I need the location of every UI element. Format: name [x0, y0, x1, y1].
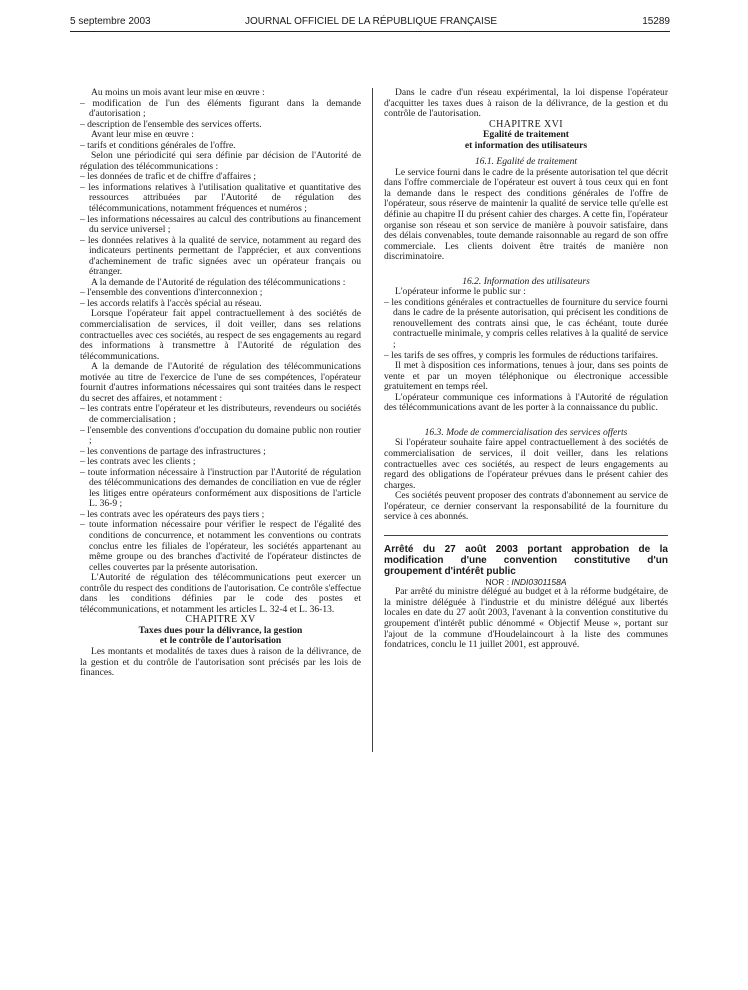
paragraph: Ces sociétés peuvent proposer des contrats d'abonnement au service de l'opérateur, ce dernier conservant la responsabilité de la fourniture du service à ces abonnés. [384, 490, 668, 523]
nor-value: INDI0301158A [511, 576, 567, 587]
chapter-title-line: Taxes dues pour la délivrance, la gestion [138, 624, 303, 636]
list-item: – toute information nécessaire à l'instruction par l'Autorité de régulation des télécommunications des demandes de conciliation en vue de régler les litiges entre opérateurs conformément aux dispositions de l'article L. 36-9 ; [80, 466, 361, 510]
arrete-title: Arrêté du 27 août 2003 portant approbation de la modification d'une convention constitutive d'un groupement d'intérêt public [384, 543, 668, 577]
list-item: – les données de trafic et de chiffre d'affaires ; [80, 171, 257, 183]
chapter-title-line: et le contrôle de l'autorisation [159, 635, 282, 647]
paragraph: L'Autorité de régulation des télécommunications peut exercer un contrôle du respect des conditions de l'autorisation. Ce contrôle s'effectue dans les conditions définies par le code des postes et télécommunications, et notamment les articles L. 32-4 et L. 36-13. [80, 572, 361, 615]
section-heading: 16.2. Information des utilisateurs [462, 275, 590, 287]
paragraph: Lorsque l'opérateur fait appel contractuellement à des sociétés de commercialisation de services, il doit veiller, dans ses relations contractuelles avec ces sociétés, au respect de ses engagements au regard des informations à transmettre à l'Autorité de régulation des télécommunications. [80, 308, 361, 362]
list-item: – l'ensemble des conventions d'occupation du domaine public non routier ; [80, 424, 361, 447]
paragraph: Il met à disposition ces informations, tenues à jour, dans ses points de vente et par un moyen téléphonique ou électronique accessible gratuitement en temps réel. [384, 360, 668, 393]
list-item: – tarifs et conditions générales de l'offre. [80, 139, 236, 151]
chapter-title-line: et information des utilisateurs [464, 139, 588, 151]
paragraph: Selon une périodicité qui sera définie par décision de l'Autorité de régulation des télécommunications : [80, 150, 361, 172]
section-separator [384, 535, 668, 536]
paragraph: L'opérateur informe le public sur : [395, 286, 526, 298]
header-journal-title: JOURNAL OFFICIEL DE LA RÉPUBLIQUE FRANÇAISE [245, 16, 498, 27]
list-item: – toute information nécessaire pour vérifier le respect de l'égalité des conditions de concurrence, et notamment les conventions ou contrats conclus entre les filiales de l'opérateur, les sociétés appartenant au même groupe ou des branches d'activité de l'opérateur distinctes de celles couvertes par la présente autorisation. [80, 519, 361, 573]
list-item: – les contrats avec les clients ; [80, 456, 196, 468]
list-item: – les conventions de partage des infrastructures ; [80, 445, 266, 457]
page-header [70, 16, 670, 30]
list-item: – les données relatives à la qualité de service, notamment au regard des indicateurs pertinents permettant de l'apprécier, et aux conventions d'acheminement de trafic signées avec un opérateur français ou étranger. [80, 234, 361, 278]
chapter-heading: CHAPITRE XVI [489, 118, 563, 130]
paragraph: Les montants et modalités de taxes dues à raison de la délivrance, de la gestion et du contrôle de l'autorisation sont précisés par les lois de finances. [80, 645, 361, 679]
paragraph: A la demande de l'Autorité de régulation des télécommunications motivée au titre de l'exercice de l'une de ses compétences, l'opérateur fournit d'autres informations nécessaires qui sont traitées dans le respect du secret des affaires, et notamment : [80, 361, 361, 404]
header-page-number: 15289 [642, 16, 670, 27]
list-item: – les contrats entre l'opérateur et les distributeurs, revendeurs ou sociétés de commercialisation ; [80, 403, 361, 425]
list-item: – modification de l'un des éléments figurant dans la demande d'autorisation ; [80, 97, 361, 120]
list-item: – les conditions générales et contractuelles de fourniture du service fourni dans le cadre de la présente autorisation, qui précisent les conditions de renouvellement des contrats ainsi que, le cas échéant, toute durée contractuelle minimale, y compris celles relatives à la qualité de service ; [384, 296, 668, 351]
list-item: – les informations nécessaires au calcul des contributions au financement du service universel ; [80, 213, 361, 236]
header-date: 5 septembre 2003 [70, 16, 151, 27]
chapter-heading: CHAPITRE XV [185, 614, 256, 626]
paragraph: Le service fourni dans le cadre de la présente autorisation tel que décrit dans l'offre commerciale de l'opérateur est ouvert à tous ceux qui en font la demande dans le respect des conditions générales de l'offre de l'opérateur, sous réserve de maintenir la qualité de service telle qu'elle est définie au chapitre II du présent cahier des charges. A cette fin, l'opérateur organise son réseau et son service de manière à pouvoir satisfaire, dans des délais convenables, toute demande raisonnable au regard de son offre commerciale. Les clients doivent être traités de manière non discriminatoire. [384, 166, 668, 263]
paragraph: Dans le cadre d'un réseau expérimental, la loi dispense l'opérateur d'acquitter les taxes dues à raison de la délivrance, de la gestion et du contrôle de l'autorisation. [384, 87, 668, 120]
paragraph: L'opérateur communique ces informations à l'Autorité de régulation des télécommunications avant de les porter à la connaissance du public. [384, 391, 668, 414]
list-item: – les tarifs de ses offres, y compris les formules de réductions tarifaires. [384, 349, 658, 361]
left-column [80, 88, 361, 679]
header-rule [70, 31, 670, 32]
paragraph: Si l'opérateur souhaite faire appel contractuellement à des sociétés de commercialisation de services, il doit veiller, dans les relations contractuelles avec ces sociétés, au respect de leurs engagements au regard des obligations de l'opérateur prévues dans le présent cahier des charges. [384, 437, 668, 491]
list-item: – les accords relatifs à l'accès spécial au réseau. [80, 297, 262, 309]
paragraph: Au moins un mois avant leur mise en œuvre : [91, 87, 265, 98]
chapter-title-line: Egalité de traitement [483, 129, 569, 141]
list-item: – les informations relatives à l'utilisation qualitative et quantitative des ressources attribuées par l'Autorité de régulation des télécommunications, notamment fréquences et numéros ; [80, 181, 361, 215]
paragraph: Par arrêté du ministre délégué au budget et à la réforme budgétaire, de la ministre déléguée à l'industrie et du ministre délégué aux libertés locales en date du 27 août 2003, l'avenant à la convention constitutive du groupement d'intérêt public dénommé « Objectif Meuse », portant sur l'ajout de la commune d'Houdelaincourt à la liste des communes fondatrices, conclu le 11 juillet 2001, est approuvé. [384, 586, 668, 651]
list-item: – description de l'ensemble des services offerts. [80, 118, 262, 130]
paragraph: Avant leur mise en œuvre : [91, 129, 194, 141]
paragraph: A la demande de l'Autorité de régulation des télécommunications : [91, 276, 346, 288]
section-heading: 16.1. Egalité de traitement [474, 156, 578, 168]
section-heading: 16.3. Mode de commercialisation des services offerts [424, 426, 628, 438]
column-divider [372, 88, 373, 752]
list-item: – l'ensemble des conventions d'interconnexion ; [80, 287, 263, 299]
right-column [384, 88, 668, 651]
list-item: – les contrats avec les opérateurs des pays tiers ; [80, 508, 265, 520]
nor-label: NOR : [485, 576, 512, 587]
